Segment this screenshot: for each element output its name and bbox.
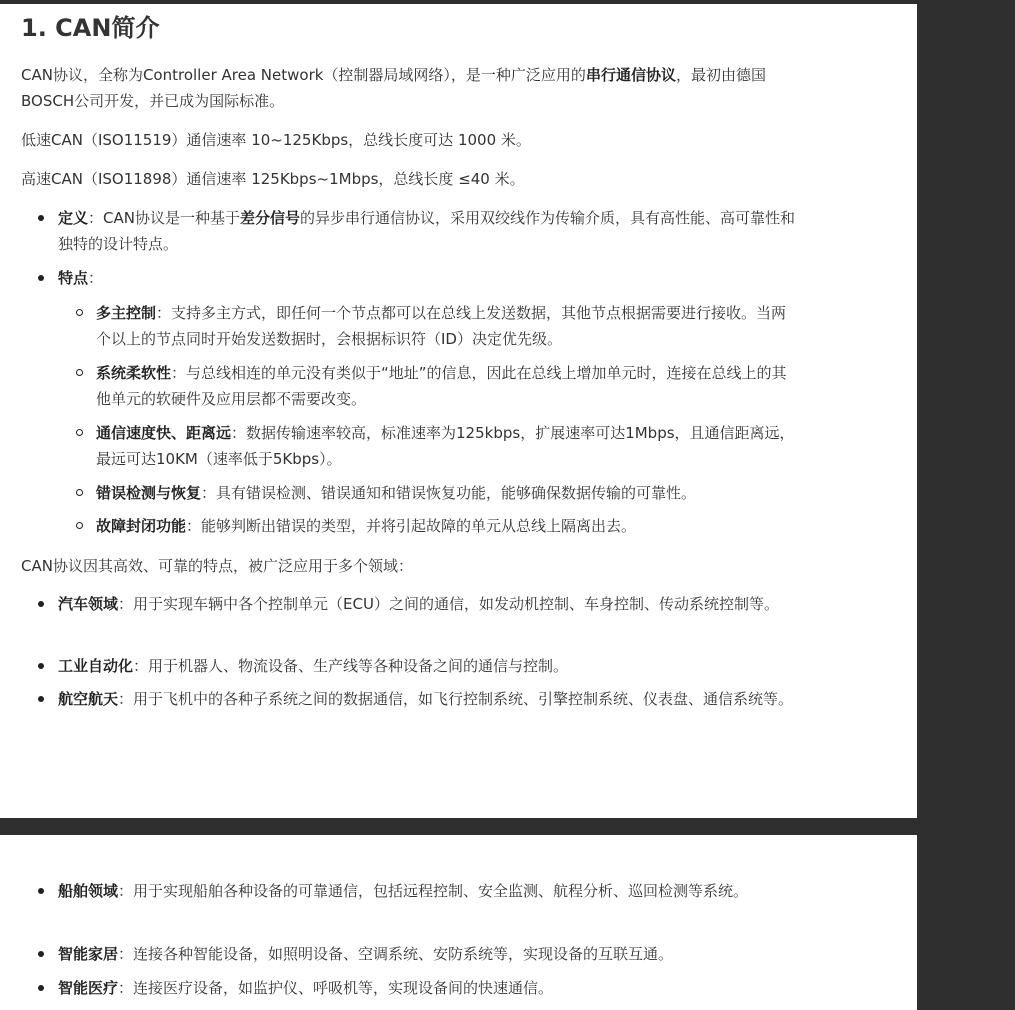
application-item [21, 878, 801, 904]
list-item: 系统柔软性：与总线相连的单元没有类似于“地址”的信息，因此在总线上增加单元时，连接在总线上的其他单元的软硬件及应用层都不需要改变。 [21, 360, 801, 412]
list-item: 故障封闭功能：能够判断出错误的类型，并将引起故障的单元从总线上隔离出去。 [21, 513, 801, 539]
document-page-2 [0, 835, 917, 1010]
feature-item [21, 480, 801, 506]
applications-intro: CAN协议因其高效、可靠的特点，被广泛应用于多个领域： [21, 557, 413, 575]
document-page-1 [0, 4, 917, 818]
definition-list [21, 205, 801, 257]
list-item: 汽车领域：用于实现车辆中各个控制单元（ECU）之间的通信，如发动机控制、车身控制、传动系统控制等。 [21, 591, 801, 617]
feature-item [21, 360, 801, 412]
list-item: 智能家居：连接各种智能设备，如照明设备、空调系统、安防系统等，实现设备的互联互通。 [21, 941, 801, 967]
list-item: 多主控制：支持多主方式，即任何一个节点都可以在总线上发送数据，其他节点根据需要进行接收。当两个以上的节点同时开始发送数据时，会根据标识符（ID）决定优先级。 [21, 300, 801, 352]
high-speed-paragraph: 高速CAN（ISO11898）通信速率 125Kbps~1Mbps，总线长度 ≤40 米。 [21, 170, 525, 188]
application-item [21, 941, 801, 967]
list-item: 工业自动化：用于机器人、物流设备、生产线等各种设备之间的通信与控制。 [21, 653, 801, 679]
list-item: 航空航天：用于飞机中的各种子系统之间的数据通信，如飞行控制系统、引擎控制系统、仪表盘、通信系统等。 [21, 686, 801, 712]
list-item: 错误检测与恢复：具有错误检测、错误通知和错误恢复功能，能够确保数据传输的可靠性。 [21, 480, 801, 506]
application-item [21, 686, 801, 712]
intro-paragraph: CAN协议，全称为Controller Area Network（控制器局域网络），是一种广泛应用的串行通信协议，最初由德国BOSCH公司开发，并已成为国际标准。 [21, 66, 766, 110]
list-item-definition: 定义：CAN协议是一种基于差分信号的异步串行通信协议，采用双绞线作为传输介质，具有高性能、高可靠性和独特的设计特点。 [21, 205, 801, 257]
feature-item [21, 513, 801, 539]
feature-item [21, 300, 801, 352]
list-item: 船舶领域：用于实现船舶各种设备的可靠通信，包括远程控制、安全监测、航程分析、巡回检测等系统。 [21, 878, 801, 904]
application-item [21, 975, 801, 1001]
page-title: 1. CAN简介 [21, 14, 160, 42]
application-item [21, 653, 801, 679]
list-item: 通信速度快、距离远：数据传输速率较高，标准速率为125kbps，扩展速率可达1Mbps，且通信距离远，最远可达10KM（速率低于5Kbps）。 [21, 420, 801, 472]
low-speed-paragraph: 低速CAN（ISO11519）通信速率 10~125Kbps，总线长度可达 1000 米。 [21, 131, 531, 149]
feature-item [21, 420, 801, 472]
application-item [21, 591, 801, 617]
list-item: 智能医疗：连接医疗设备，如监护仪、呼吸机等，实现设备间的快速通信。 [21, 975, 801, 1001]
bold-term: 串行通信协议 [585, 66, 676, 84]
list-item-features: 特点： [21, 265, 801, 291]
features-list [21, 265, 801, 291]
